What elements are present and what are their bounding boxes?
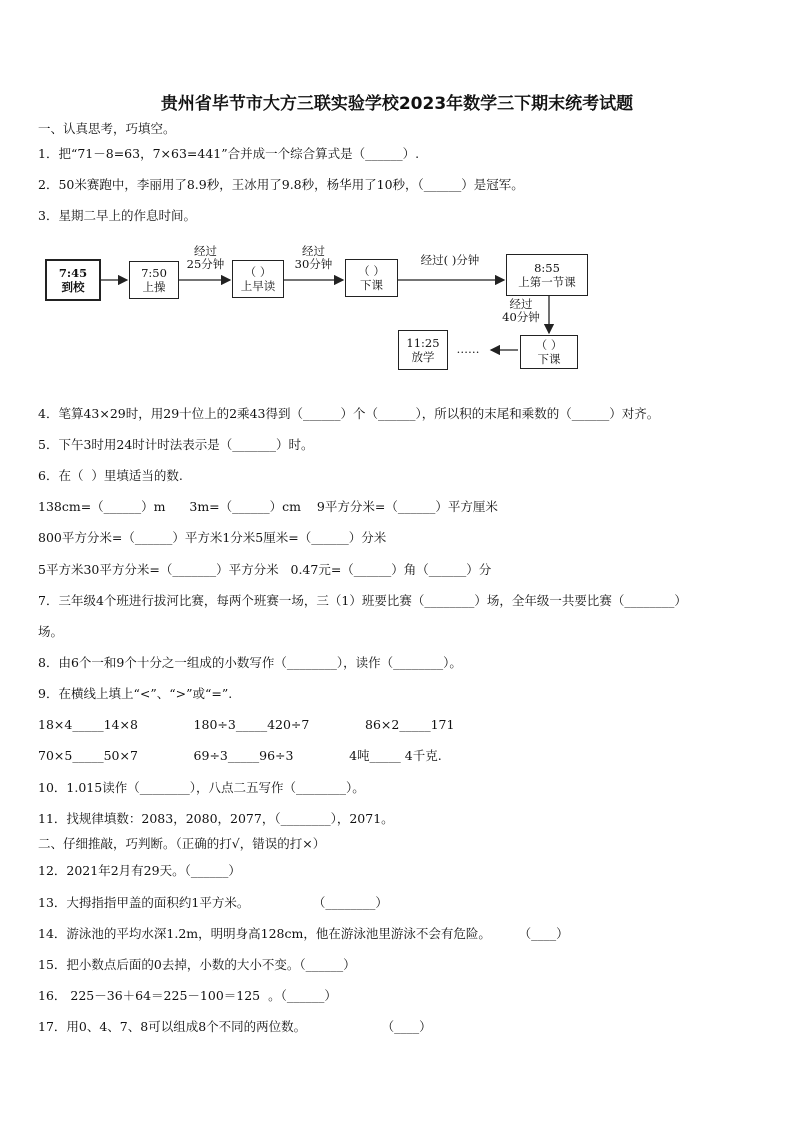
question-16: 16． 225－36＋64＝225－100＝125 。（______）	[38, 988, 337, 1003]
question-7-cont: 场。	[38, 624, 64, 639]
question-4: 4．笔算43×29时，用29十位上的2乘43得到（______）个（______），所以积的末尾和乘数的（______）对齐。	[38, 406, 660, 421]
question-11: 11．找规律填数：2083，2080，2077，（________），2071。	[38, 811, 394, 826]
question-12: 12．2021年2月有29天。（______）	[38, 863, 241, 878]
question-15: 15．把小数点后面的0去掉，小数的大小不变。（______）	[38, 957, 356, 972]
arrow-label-blank-minutes: 经过( )分钟	[420, 253, 480, 267]
question-8: 8．由6个一和9个十分之一组成的小数写作（________），读作（________）。	[38, 655, 462, 670]
question-1: 1．把“71－8=63，7×63=441”合并成一个综合算式是（______）.	[38, 146, 420, 161]
schedule-box-morning-reading: （ ） 上早读	[232, 260, 284, 298]
ellipsis-dots: ……	[456, 342, 480, 356]
schedule-box-break-2: （ ） 下课	[520, 335, 578, 369]
arrow-label-40min: 经过 40分钟	[502, 297, 540, 324]
question-14: 14．游泳池的平均水深1.2m，明明身高128cm，他在游泳池里游泳不会有危险。 （____）	[38, 926, 569, 941]
schedule-box-break-1: （ ） 下课	[345, 259, 398, 297]
schedule-box-exercise: 7:50 上操	[129, 261, 179, 299]
section-1-heading: 一、认真思考，巧填空。	[38, 121, 176, 136]
question-9-row-2: 70×5_____50×7 69÷3_____96÷3 4吨_____ 4千克.	[38, 748, 442, 763]
question-7: 7．三年级4个班进行拔河比赛，每两个班赛一场，三（1）班要比赛（________）场，全年级一共要比赛（________）	[38, 593, 687, 608]
schedule-box-dismissal: 11:25 放学	[398, 330, 448, 370]
arrow-label-30min: 经过 30分钟	[294, 244, 333, 271]
question-6-row-2: 800平方分米=（______）平方米1分米5厘米=（______）分米	[38, 530, 387, 545]
arrow-label-25min: 经过 25分钟	[186, 244, 225, 271]
question-2: 2．50米赛跑中，李丽用了8.9秒，王冰用了9.8秒，杨华用了10秒，（______）是冠军。	[38, 177, 524, 192]
question-6-row-1: 138cm=（______）m 3m=（______）cm 9平方分米=（______）平方厘米	[38, 499, 498, 514]
question-9-row-1: 18×4_____14×8 180÷3_____420÷7 86×2_____171	[38, 717, 455, 732]
question-10: 10．1.015读作（________），八点二五写作（________）。	[38, 780, 365, 795]
section-2-heading: 二、仔细推敲，巧判断。（正确的打√，错误的打×）	[38, 836, 326, 851]
page-title: 贵州省毕节市大方三联实验学校2023年数学三下期末统考试题	[160, 94, 634, 114]
question-3: 3．星期二早上的作息时间。	[38, 208, 196, 223]
schedule-box-first-class: 8:55 上第一节课	[506, 254, 588, 296]
question-6-row-3: 5平方米30平方分米=（_______）平方分米 0.47元=（______）角（______）分	[38, 562, 492, 577]
question-17: 17．用0、4、7、8可以组成8个不同的两位数。 （____）	[38, 1019, 432, 1034]
schedule-box-arrive: 7:45 到校	[45, 259, 101, 301]
question-5: 5．下午3时用24时计时法表示是（_______）时。	[38, 437, 314, 452]
question-13: 13．大拇指指甲盖的面积约1平方米。 （________）	[38, 895, 388, 910]
schedule-diagram	[38, 240, 598, 380]
question-9: 9．在横线上填上“<”、“>”或“=”.	[38, 686, 233, 701]
question-6: 6．在（ ）里填适当的数.	[38, 468, 183, 483]
